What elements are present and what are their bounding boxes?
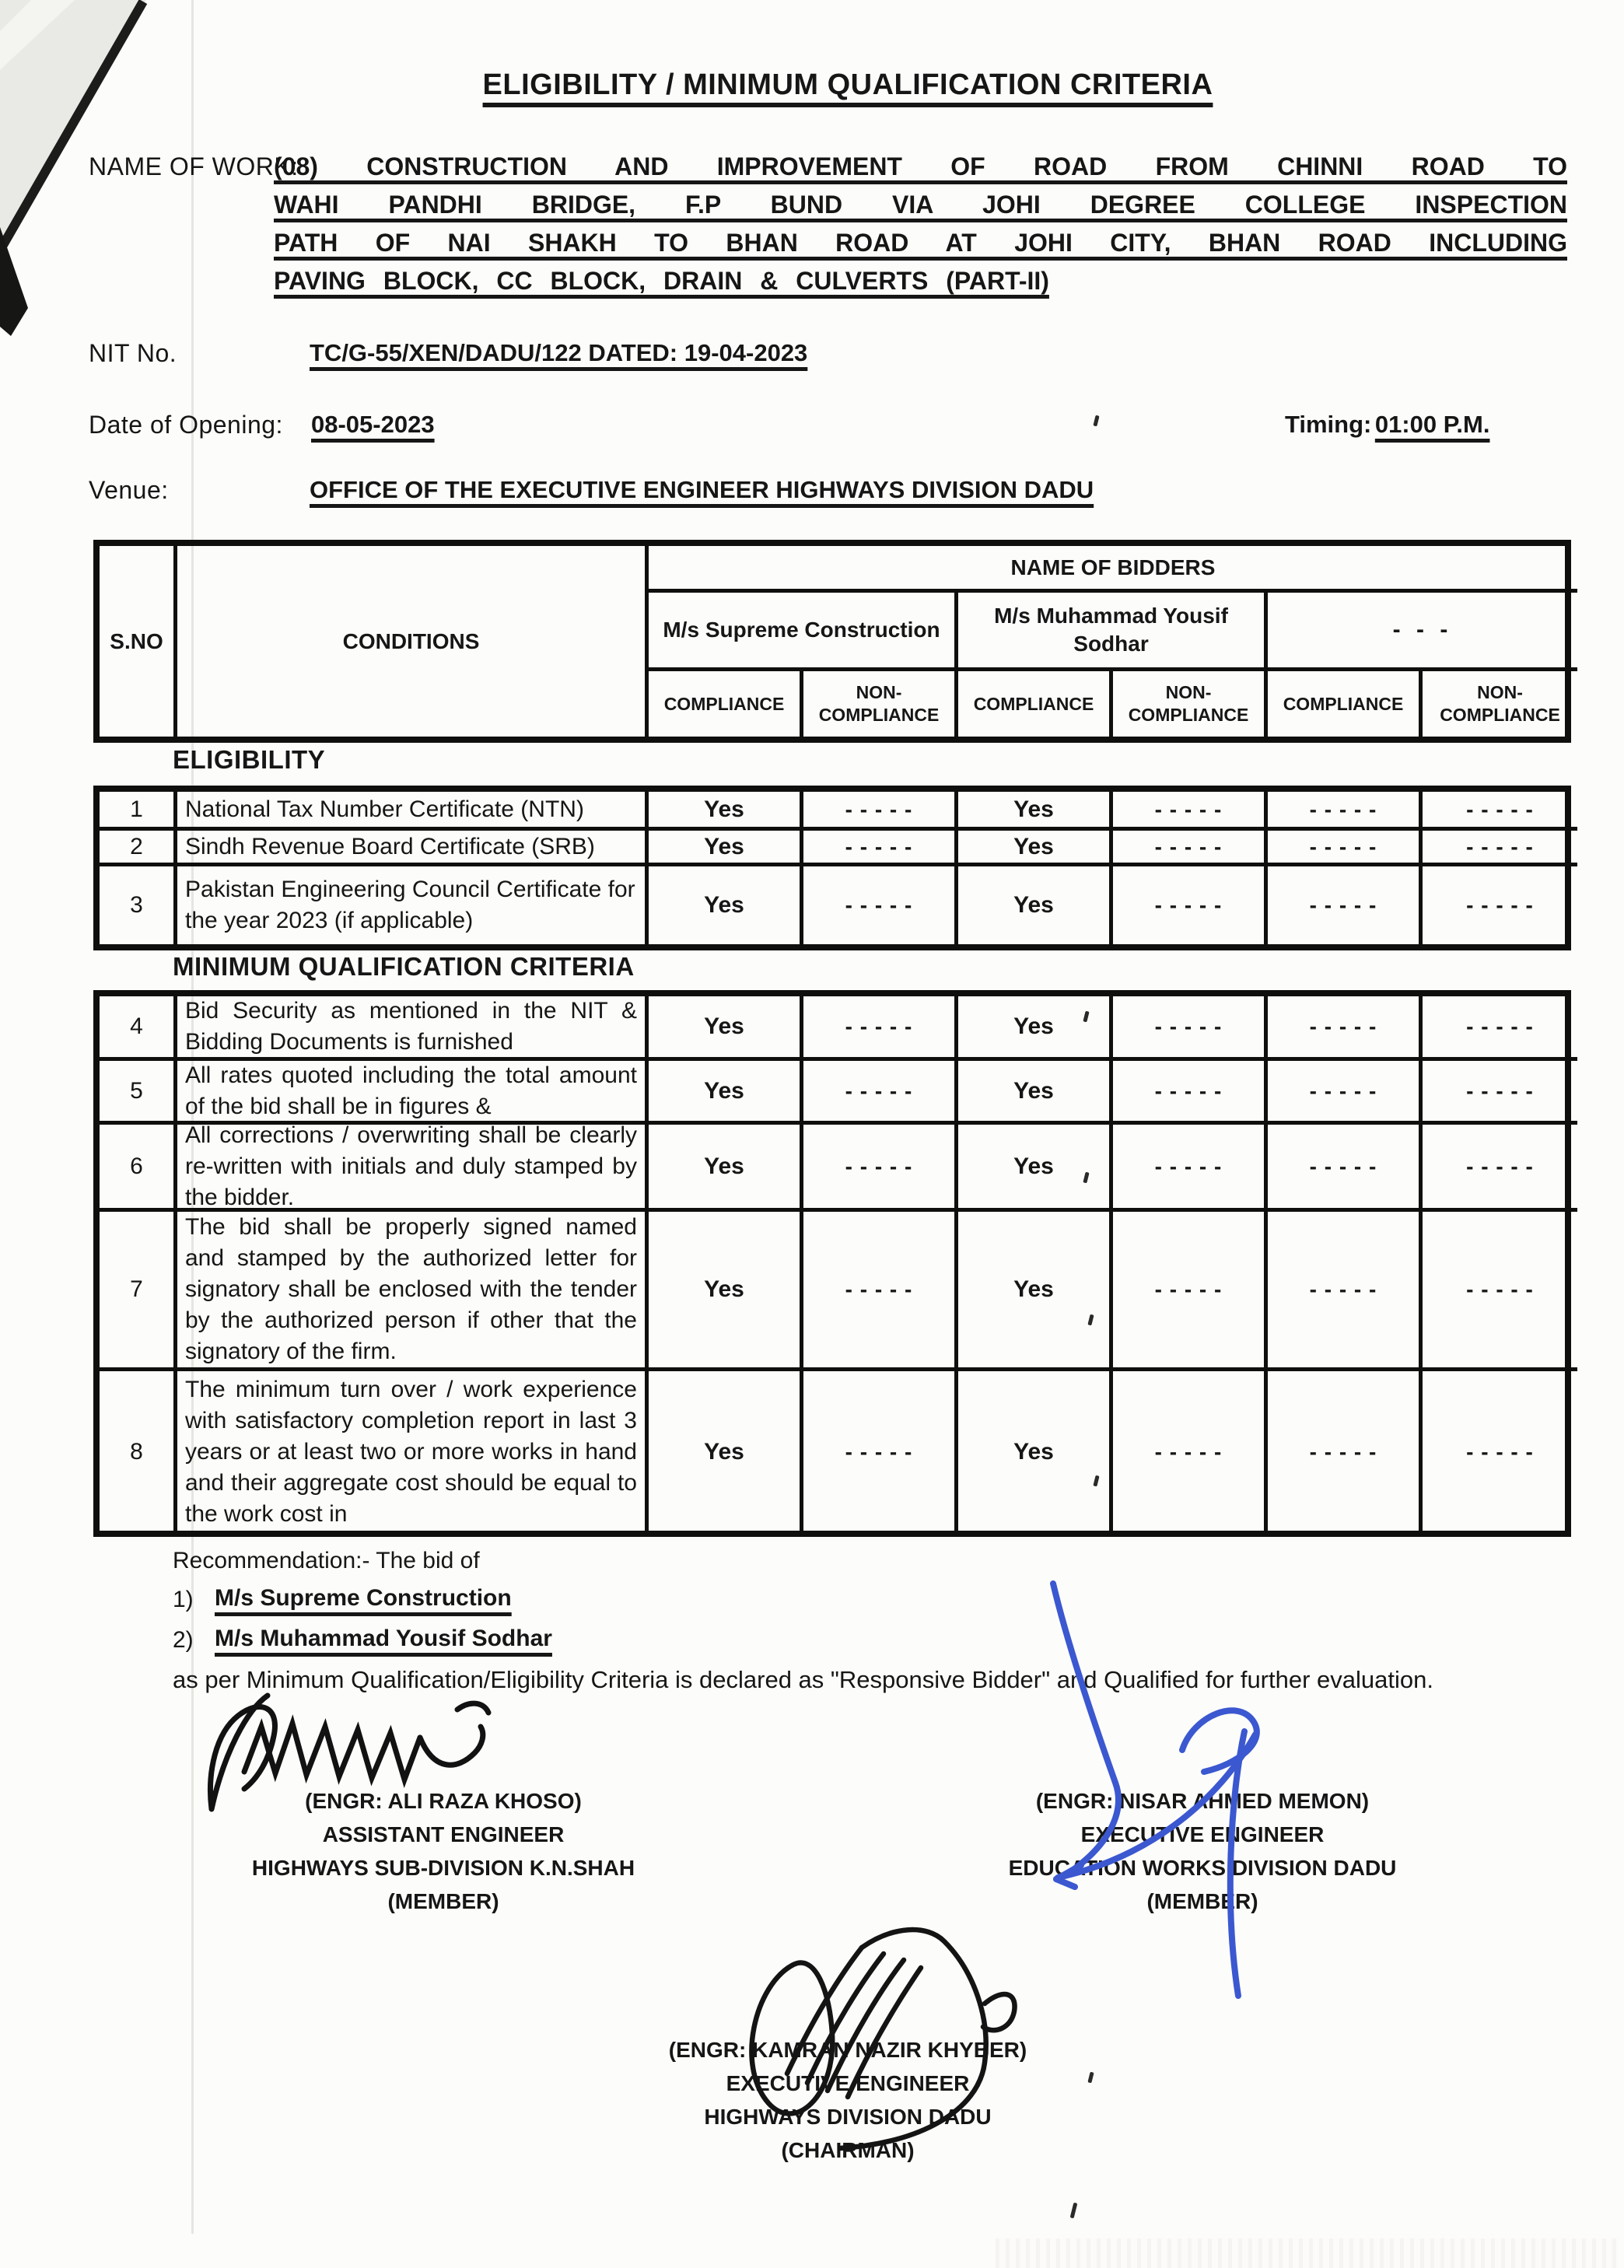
signatory-name: (ENGR: KAMRAN NAZIR KHYBER) (668, 2038, 1027, 2062)
signature-ali-raza-khoso (193, 1678, 566, 1818)
recommendation-intro: Recommendation:- The bid of (173, 1548, 480, 1573)
value-cell: - - - - - (1423, 996, 1577, 1061)
value-cell: - - - - - (1113, 996, 1268, 1061)
signatory-title: EXECUTIVE ENGINEER (1080, 1822, 1325, 1846)
value-cell: - - - - - (1268, 1212, 1423, 1371)
sno-header-cell: S.NO (100, 546, 177, 737)
value-cell: - - - - - (1113, 866, 1268, 944)
non-compliance-header-cell: NON-COMPLIANCE (1440, 682, 1560, 725)
bidder-name-cell: M/s Muhammad Yousif Sodhar (958, 593, 1268, 671)
value-cell: - - - - - (1268, 866, 1423, 944)
value-cell: - - - - - (1268, 1371, 1423, 1533)
bidder-name-cell: M/s Supreme Construction (649, 593, 958, 671)
value-cell: - - - - - (803, 1061, 958, 1125)
value-cell: - - - - - (1113, 1371, 1268, 1533)
work-line-4: PAVING BLOCK, CC BLOCK, DRAIN & CULVERTS (PART-II) (274, 267, 1049, 295)
value-cell: Yes (649, 996, 803, 1061)
value-cell: - - - - - (1423, 1061, 1577, 1125)
value-cell: Yes (649, 866, 803, 944)
value-cell: Yes (958, 1212, 1113, 1371)
row-number-cell: 3 (100, 866, 177, 944)
value-cell: Yes (958, 996, 1113, 1061)
value-cell: - - - - - (1423, 792, 1577, 831)
value-cell: Yes (649, 1212, 803, 1371)
timing-row (1285, 411, 1489, 439)
minimum-qualification-rows (93, 990, 1571, 1537)
condition-cell (177, 792, 649, 831)
timing-value: 01:00 P.M. (1374, 411, 1490, 438)
value-cell: - - - - - (1113, 1125, 1268, 1212)
name-of-work-label: NAME OF WORK: (89, 152, 299, 180)
value-cell: - - - - - (1423, 1212, 1577, 1371)
recommendation-conclusion: as per Minimum Qualification/Eligibility Criteria is declared as "Responsive Bidder" and Qualified for further evaluation. (173, 1666, 1433, 1693)
value-cell: - - - - - (803, 1371, 958, 1533)
condition-cell (177, 831, 649, 866)
condition-cell (177, 866, 649, 944)
condition-text: Pakistan Engineering Council Certificate for the year 2023 (if applicable) (185, 877, 635, 933)
value-cell: - - - - - (1113, 1061, 1268, 1125)
condition-text: All rates quoted including the total amount of the bid shall be in figures & (185, 1062, 637, 1119)
value-cell: Yes (958, 1061, 1113, 1125)
signatory-name: (ENGR: NISAR AHMED MEMON) (1035, 1789, 1370, 1813)
condition-cell (177, 1122, 649, 1212)
value-cell: - - - - - (1268, 996, 1423, 1061)
condition-text: Sindh Revenue Board Certificate (SRB) (185, 833, 595, 859)
bidders-header-cell: NAME OF BIDDERS (649, 546, 1577, 593)
condition-cell (177, 1212, 649, 1371)
value-cell: - - - - - (803, 1212, 958, 1371)
row-number-cell: 6 (100, 1125, 177, 1212)
condition-text: National Tax Number Certificate (NTN) (185, 796, 584, 822)
condition-text: All corrections / overwriting shall be clearly re-written with initials and duly stamped by the bidder. (185, 1122, 637, 1210)
row-number-cell: 7 (100, 1212, 177, 1371)
value-cell: - - - - - (1113, 831, 1268, 866)
value-cell: - - - - - (1466, 1440, 1534, 1464)
venue-value: OFFICE OF THE EXECUTIVE ENGINEER HIGHWAYS DIVISION DADU (310, 476, 1094, 503)
value-cell: - - - - - (1113, 1212, 1268, 1371)
work-line-2: WAHI PANDHI BRIDGE, F.P BUND VIA JOHI DEGREE COLLEGE INSPECTION (274, 191, 1567, 219)
recommendation-item-number: 2) (173, 1627, 194, 1653)
conditions-header-cell: CONDITIONS (177, 546, 649, 737)
signatory-title: ASSISTANT ENGINEER (322, 1822, 565, 1846)
value-cell: - - - - - (1268, 1125, 1423, 1212)
value-cell: Yes (958, 1371, 1113, 1533)
venue-label: Venue: (89, 476, 169, 504)
signatory-role: (CHAIRMAN) (781, 2138, 915, 2162)
name-of-work-value (274, 148, 1567, 300)
recommendation-bidder-name: M/s Supreme Construction (215, 1585, 512, 1611)
work-line-1: (08) CONSTRUCTION AND IMPROVEMENT OF ROAD FROM CHINNI ROAD TO (274, 152, 1567, 180)
timing-label: Timing: (1285, 411, 1372, 438)
section-heading-eligibility: ELIGIBILITY (173, 745, 326, 774)
value-cell: Yes (649, 1061, 803, 1125)
value-cell: Yes (649, 1125, 803, 1212)
nit-label: NIT No. (89, 339, 177, 367)
signatory-division: EDUCATION WORKS DIVISION DADU (1008, 1856, 1397, 1880)
non-compliance-header-cell: NON-COMPLIANCE (803, 671, 958, 737)
compliance-header-cell: COMPLIANCE (1268, 671, 1423, 737)
page-title: ELIGIBILITY / MINIMUM QUALIFICATION CRITERIA (482, 68, 1213, 101)
ink-speck (1093, 415, 1099, 427)
criteria-table-header (93, 540, 1571, 743)
eligibility-rows (93, 786, 1571, 950)
value-cell: - - - - - (1423, 831, 1577, 866)
signatory-name: (ENGR: ALI RAZA KHOSO) (305, 1789, 582, 1813)
opening-date-value: 08-05-2023 (311, 411, 435, 438)
value-cell: - - - - - (1268, 831, 1423, 866)
opening-date-label: Date of Opening: (89, 411, 283, 439)
value-cell: Yes (958, 792, 1113, 831)
value-cell: Yes (958, 866, 1113, 944)
bidder-name-cell-empty: - - - (1268, 593, 1577, 671)
signatory-division: HIGHWAYS DIVISION DADU (704, 2105, 992, 2129)
value-cell: - - - - - (803, 1125, 958, 1212)
condition-text: Bid Security as mentioned in the NIT & Bidding Documents is furnished (185, 998, 637, 1055)
non-compliance-header-cell: NON-COMPLIANCE (1113, 671, 1268, 737)
row-number-cell: 8 (100, 1371, 177, 1533)
signatory-role: (MEMBER) (387, 1889, 499, 1913)
compliance-header-cell: COMPLIANCE (958, 671, 1113, 737)
signatory-role: (MEMBER) (1146, 1889, 1258, 1913)
condition-text: The bid shall be properly signed named and stamped by the authorized letter for signatory shall be enclosed with the tender by the authorized person if other that the signatory of the firm. (185, 1214, 637, 1364)
value-cell: - - - - - (803, 996, 958, 1061)
row-number-cell: 1 (100, 792, 177, 831)
condition-cell (177, 996, 649, 1061)
value-cell: - - - - - (803, 866, 958, 944)
row-number-cell: 2 (100, 831, 177, 866)
row-number-cell: 5 (100, 1061, 177, 1125)
value-cell: - - - - - (1268, 792, 1423, 831)
value-cell: - - - - - (803, 831, 958, 866)
value-cell: - - - - - (1466, 893, 1534, 917)
recommendation-item-number: 1) (173, 1587, 194, 1612)
value-cell: Yes (958, 831, 1113, 866)
value-cell: - - - - - (1113, 792, 1268, 831)
scanner-noise (996, 2238, 1618, 2268)
section-heading-minimum-qualification: MINIMUM QUALIFICATION CRITERIA (173, 952, 635, 981)
value-cell: Yes (649, 1371, 803, 1533)
signatory-title: EXECUTIVE ENGINEER (726, 2071, 970, 2095)
value-cell: - - - - - (803, 792, 958, 831)
nit-value: TC/G-55/XEN/DADU/122 DATED: 19-04-2023 (310, 339, 808, 366)
work-line-3: PATH OF NAI SHAKH TO BHAN ROAD AT JOHI CITY, BHAN ROAD INCLUDING (274, 229, 1567, 257)
ink-speck (1070, 2203, 1078, 2219)
value-cell: Yes (649, 792, 803, 831)
value-cell: - - - - - (1268, 1061, 1423, 1125)
signatory-division: HIGHWAYS SUB-DIVISION K.N.SHAH (251, 1856, 635, 1880)
value-cell: - - - - - (1423, 1125, 1577, 1212)
signature-kamran-nazir-khyber (670, 1910, 1052, 2159)
value-cell: Yes (649, 831, 803, 866)
condition-cell (177, 1371, 649, 1533)
compliance-header-cell: COMPLIANCE (649, 671, 803, 737)
value-cell: Yes (958, 1125, 1113, 1212)
recommendation-bidder-name: M/s Muhammad Yousif Sodhar (215, 1626, 552, 1651)
row-number-cell: 4 (100, 996, 177, 1061)
condition-cell (177, 1061, 649, 1125)
condition-text: The minimum turn over / work experience with satisfactory completion report in last 3 years or at least two or more works in hand and their aggregate cost should be equal to the work cost in (185, 1377, 637, 1527)
